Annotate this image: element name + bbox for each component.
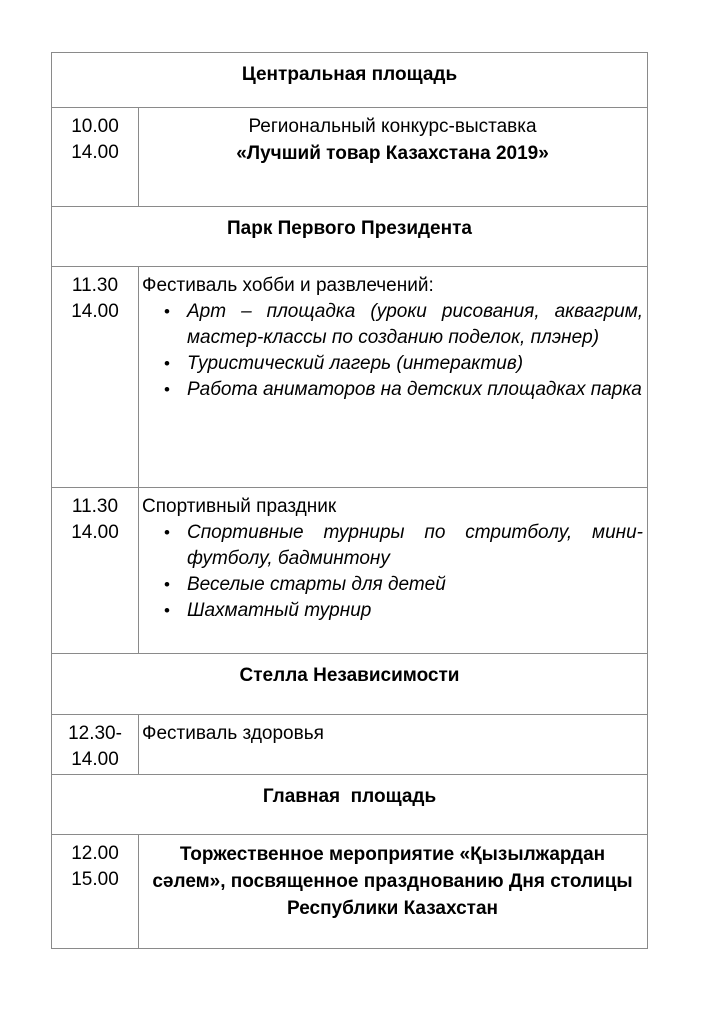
schedule-table <box>51 52 648 949</box>
venue-heading: Центральная площадь <box>52 53 648 108</box>
venue-heading: Главная площадь <box>52 775 648 835</box>
activity-list <box>142 299 643 403</box>
event-time <box>52 715 139 775</box>
time-end: 14.00 <box>71 522 119 543</box>
event-subtitle: «Лучший товар Казахстана 2019» <box>236 143 549 164</box>
event-description <box>139 715 648 775</box>
event-title: Региональный конкурс-выставка <box>248 116 537 137</box>
venue-header-row <box>52 53 648 108</box>
event-time <box>52 488 139 654</box>
time-start: 11.30 <box>71 496 119 517</box>
event-description <box>139 108 648 207</box>
list-item: • Шахматный турнир <box>187 598 643 624</box>
event-title: Спортивный праздник <box>142 496 337 517</box>
list-item: • Спортивные турниры по стритболу, мини-футболу, бадминтону <box>187 520 643 572</box>
event-row <box>52 835 648 949</box>
venue-heading: Парк Первого Президента <box>52 207 648 267</box>
list-item: • Веселые старты для детей <box>187 572 643 598</box>
time-end: 14.00 <box>71 301 119 322</box>
event-title: Фестиваль здоровья <box>142 723 324 744</box>
event-description <box>139 488 648 654</box>
time-end: 15.00 <box>71 869 119 890</box>
event-row <box>52 108 648 207</box>
time-start: 12.30- <box>68 723 122 744</box>
event-title: Торжественное мероприятие «Қызылжардан сәлем», посвященное празднованию Дня столицы Республики Казахстан <box>152 844 633 919</box>
event-time <box>52 835 139 949</box>
event-row <box>52 715 648 775</box>
venue-header-row <box>52 775 648 835</box>
event-time <box>52 267 139 488</box>
venue-header-row <box>52 207 648 267</box>
event-row <box>52 267 648 488</box>
event-time <box>52 108 139 207</box>
event-title: Фестиваль хобби и развлечений: <box>142 275 434 296</box>
event-row <box>52 488 648 654</box>
venue-header-row <box>52 654 648 715</box>
time-start: 10.00 <box>71 116 119 137</box>
time-start: 11.30 <box>71 275 119 296</box>
venue-heading: Стелла Независимости <box>52 654 648 715</box>
time-start: 12.00 <box>71 843 119 864</box>
activity-list <box>142 520 643 624</box>
list-item: • Туристический лагерь (интерактив) <box>187 351 643 377</box>
time-end: 14.00 <box>71 749 119 770</box>
list-item: • Арт – площадка (уроки рисования, аквагрим, мастер-классы по созданию поделок, плэнер) <box>187 299 643 351</box>
list-item: • Работа аниматоров на детских площадках парка <box>187 377 643 403</box>
time-end: 14.00 <box>71 142 119 163</box>
event-description <box>139 267 648 488</box>
event-description <box>139 835 648 949</box>
